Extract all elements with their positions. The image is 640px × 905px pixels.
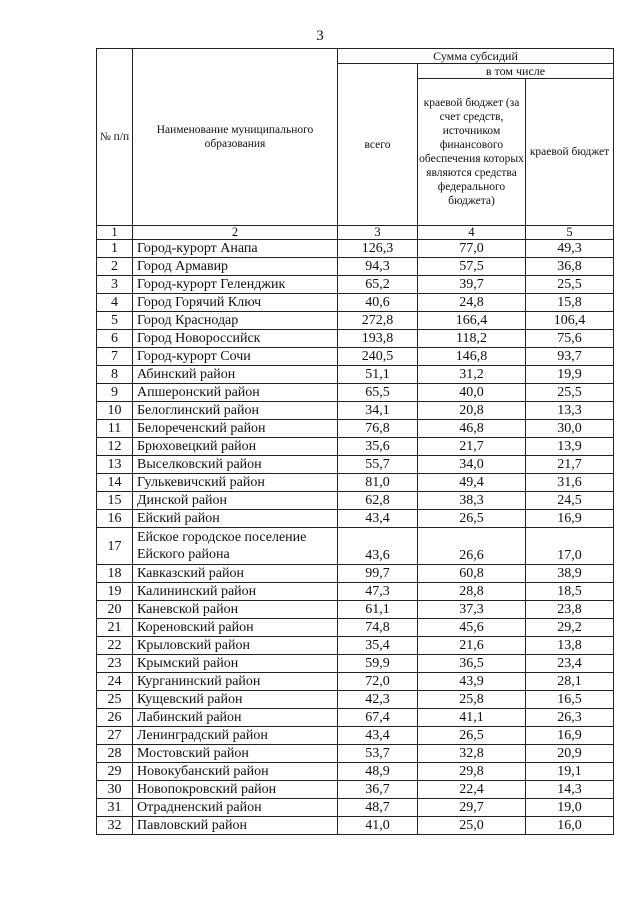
row-number: 21	[97, 619, 133, 637]
row-number: 27	[97, 727, 133, 745]
column-number: 5	[526, 226, 614, 240]
municipality-name: Город Краснодар	[133, 312, 338, 330]
municipality-name: Мостовский район	[133, 745, 338, 763]
table-row	[97, 817, 614, 835]
federal-amount: 21,6	[418, 637, 526, 655]
page-number: 3	[316, 28, 324, 44]
federal-amount: 26,6	[418, 528, 526, 565]
total-amount: 36,7	[338, 781, 418, 799]
table-row	[97, 619, 614, 637]
table-row	[97, 763, 614, 781]
regional-amount: 19,1	[526, 763, 614, 781]
municipality-name: Кореновский район	[133, 619, 338, 637]
row-number: 8	[97, 366, 133, 384]
table-row	[97, 799, 614, 817]
federal-amount: 43,9	[418, 673, 526, 691]
regional-amount: 75,6	[526, 330, 614, 348]
municipality-name: Город-курорт Анапа	[133, 240, 338, 258]
municipality-name: Выселковский район	[133, 456, 338, 474]
header-sum-title: Сумма субсидий	[338, 49, 614, 64]
row-number: 30	[97, 781, 133, 799]
total-amount: 43,4	[338, 727, 418, 745]
municipality-name: Новокубанский район	[133, 763, 338, 781]
table-row	[97, 366, 614, 384]
federal-amount: 40,0	[418, 384, 526, 402]
regional-amount: 23,8	[526, 601, 614, 619]
total-amount: 55,7	[338, 456, 418, 474]
federal-amount: 31,2	[418, 366, 526, 384]
row-number: 9	[97, 384, 133, 402]
regional-amount: 19,0	[526, 799, 614, 817]
regional-amount: 15,8	[526, 294, 614, 312]
header-col-total: всего	[338, 64, 418, 226]
total-amount: 74,8	[338, 619, 418, 637]
total-amount: 47,3	[338, 583, 418, 601]
row-number: 16	[97, 510, 133, 528]
total-amount: 34,1	[338, 402, 418, 420]
federal-amount: 26,5	[418, 510, 526, 528]
total-amount: 193,8	[338, 330, 418, 348]
regional-amount: 18,5	[526, 583, 614, 601]
total-amount: 59,9	[338, 655, 418, 673]
table-row	[97, 727, 614, 745]
row-number: 24	[97, 673, 133, 691]
table-row	[97, 565, 614, 583]
regional-amount: 30,0	[526, 420, 614, 438]
total-amount: 53,7	[338, 745, 418, 763]
row-number: 13	[97, 456, 133, 474]
federal-amount: 20,8	[418, 402, 526, 420]
federal-amount: 60,8	[418, 565, 526, 583]
federal-amount: 22,4	[418, 781, 526, 799]
federal-amount: 28,8	[418, 583, 526, 601]
row-number: 20	[97, 601, 133, 619]
municipality-name: Калининский район	[133, 583, 338, 601]
table-row	[97, 348, 614, 366]
total-amount: 99,7	[338, 565, 418, 583]
federal-amount: 26,5	[418, 727, 526, 745]
table-row	[97, 420, 614, 438]
regional-amount: 13,3	[526, 402, 614, 420]
row-number: 15	[97, 492, 133, 510]
table-row	[97, 330, 614, 348]
row-number: 2	[97, 258, 133, 276]
municipality-name: Белоглинский район	[133, 402, 338, 420]
row-number: 14	[97, 474, 133, 492]
total-amount: 43,6	[338, 528, 418, 565]
table-row	[97, 673, 614, 691]
municipality-name: Город Горячий Ключ	[133, 294, 338, 312]
federal-amount: 77,0	[418, 240, 526, 258]
column-number: 1	[97, 226, 133, 240]
table-row	[97, 745, 614, 763]
row-number: 26	[97, 709, 133, 727]
table-row	[97, 384, 614, 402]
regional-amount: 16,0	[526, 817, 614, 835]
municipality-name: Крымский район	[133, 655, 338, 673]
table-row	[97, 402, 614, 420]
municipality-name: Павловский район	[133, 817, 338, 835]
regional-amount: 38,9	[526, 565, 614, 583]
header-col-name: Наименование муниципального образования	[133, 49, 338, 226]
federal-amount: 29,8	[418, 763, 526, 781]
total-amount: 35,6	[338, 438, 418, 456]
header-including: в том числе	[418, 64, 614, 79]
regional-amount: 31,6	[526, 474, 614, 492]
municipality-name: Гулькевичский район	[133, 474, 338, 492]
municipality-name: Апшеронский район	[133, 384, 338, 402]
municipality-name: Город Новороссийск	[133, 330, 338, 348]
municipality-name: Брюховецкий район	[133, 438, 338, 456]
municipality-name: Ейское городское поселение Ейского района	[133, 528, 338, 565]
table-row	[97, 709, 614, 727]
table-row	[97, 240, 614, 258]
regional-amount: 25,5	[526, 276, 614, 294]
federal-amount: 46,8	[418, 420, 526, 438]
row-number: 31	[97, 799, 133, 817]
regional-amount: 16,5	[526, 691, 614, 709]
municipality-name: Лабинский район	[133, 709, 338, 727]
total-amount: 67,4	[338, 709, 418, 727]
total-amount: 65,5	[338, 384, 418, 402]
regional-amount: 14,3	[526, 781, 614, 799]
row-number: 5	[97, 312, 133, 330]
row-number: 1	[97, 240, 133, 258]
municipality-name: Город Армавир	[133, 258, 338, 276]
table-row	[97, 510, 614, 528]
municipality-name: Новопокровский район	[133, 781, 338, 799]
row-number: 12	[97, 438, 133, 456]
row-number: 7	[97, 348, 133, 366]
total-amount: 62,8	[338, 492, 418, 510]
row-number: 22	[97, 637, 133, 655]
municipality-name: Ейский район	[133, 510, 338, 528]
municipality-name: Кавказский район	[133, 565, 338, 583]
federal-amount: 39,7	[418, 276, 526, 294]
municipality-name: Курганинский район	[133, 673, 338, 691]
total-amount: 72,0	[338, 673, 418, 691]
regional-amount: 29,2	[526, 619, 614, 637]
column-number: 4	[418, 226, 526, 240]
total-amount: 272,8	[338, 312, 418, 330]
table-row	[97, 528, 614, 565]
row-number: 23	[97, 655, 133, 673]
total-amount: 65,2	[338, 276, 418, 294]
regional-amount: 93,7	[526, 348, 614, 366]
row-number: 11	[97, 420, 133, 438]
federal-amount: 166,4	[418, 312, 526, 330]
column-numbers-row	[97, 226, 614, 240]
row-number: 18	[97, 565, 133, 583]
total-amount: 51,1	[338, 366, 418, 384]
municipality-name: Абинский район	[133, 366, 338, 384]
header-col-number: № п/п	[97, 49, 133, 226]
table-row	[97, 492, 614, 510]
federal-amount: 49,4	[418, 474, 526, 492]
total-amount: 48,9	[338, 763, 418, 781]
regional-amount: 23,4	[526, 655, 614, 673]
federal-amount: 24,8	[418, 294, 526, 312]
table-row	[97, 258, 614, 276]
municipality-name: Ленинградский район	[133, 727, 338, 745]
municipality-name: Город-курорт Сочи	[133, 348, 338, 366]
header-col-federal: краевой бюджет (за счет средств, источником финансового обеспечения которых являются средства федерального бюджета)	[418, 79, 526, 226]
row-number: 17	[97, 528, 133, 565]
regional-amount: 17,0	[526, 528, 614, 565]
federal-amount: 25,8	[418, 691, 526, 709]
subsidy-table	[96, 48, 614, 835]
row-number: 29	[97, 763, 133, 781]
municipality-name: Каневской район	[133, 601, 338, 619]
row-number: 3	[97, 276, 133, 294]
total-amount: 76,8	[338, 420, 418, 438]
header-col-regional: краевой бюджет	[526, 79, 614, 226]
table-row	[97, 601, 614, 619]
column-number: 3	[338, 226, 418, 240]
table-row	[97, 637, 614, 655]
total-amount: 48,7	[338, 799, 418, 817]
total-amount: 94,3	[338, 258, 418, 276]
regional-amount: 20,9	[526, 745, 614, 763]
row-number: 28	[97, 745, 133, 763]
total-amount: 42,3	[338, 691, 418, 709]
row-number: 6	[97, 330, 133, 348]
table-row	[97, 474, 614, 492]
municipality-name: Отрадненский район	[133, 799, 338, 817]
regional-amount: 13,8	[526, 637, 614, 655]
regional-amount: 13,9	[526, 438, 614, 456]
total-amount: 240,5	[338, 348, 418, 366]
table-row	[97, 294, 614, 312]
federal-amount: 34,0	[418, 456, 526, 474]
federal-amount: 32,8	[418, 745, 526, 763]
table-row	[97, 583, 614, 601]
regional-amount: 19,9	[526, 366, 614, 384]
federal-amount: 41,1	[418, 709, 526, 727]
federal-amount: 36,5	[418, 655, 526, 673]
total-amount: 126,3	[338, 240, 418, 258]
regional-amount: 26,3	[526, 709, 614, 727]
total-amount: 43,4	[338, 510, 418, 528]
municipality-name: Крыловский район	[133, 637, 338, 655]
regional-amount: 16,9	[526, 510, 614, 528]
table-row	[97, 781, 614, 799]
federal-amount: 118,2	[418, 330, 526, 348]
federal-amount: 45,6	[418, 619, 526, 637]
table-row	[97, 276, 614, 294]
total-amount: 61,1	[338, 601, 418, 619]
total-amount: 35,4	[338, 637, 418, 655]
column-number: 2	[133, 226, 338, 240]
municipality-name: Динской район	[133, 492, 338, 510]
regional-amount: 25,5	[526, 384, 614, 402]
federal-amount: 38,3	[418, 492, 526, 510]
regional-amount: 49,3	[526, 240, 614, 258]
table-row	[97, 655, 614, 673]
regional-amount: 28,1	[526, 673, 614, 691]
table-row	[97, 456, 614, 474]
federal-amount: 37,3	[418, 601, 526, 619]
row-number: 10	[97, 402, 133, 420]
row-number: 19	[97, 583, 133, 601]
regional-amount: 21,7	[526, 456, 614, 474]
table-row	[97, 312, 614, 330]
row-number: 32	[97, 817, 133, 835]
federal-amount: 25,0	[418, 817, 526, 835]
regional-amount: 16,9	[526, 727, 614, 745]
municipality-name: Белореченский район	[133, 420, 338, 438]
regional-amount: 106,4	[526, 312, 614, 330]
table-row	[97, 691, 614, 709]
federal-amount: 57,5	[418, 258, 526, 276]
total-amount: 41,0	[338, 817, 418, 835]
municipality-name: Город-курорт Геленджик	[133, 276, 338, 294]
total-amount: 40,6	[338, 294, 418, 312]
municipality-name: Кущевский район	[133, 691, 338, 709]
total-amount: 81,0	[338, 474, 418, 492]
federal-amount: 29,7	[418, 799, 526, 817]
regional-amount: 36,8	[526, 258, 614, 276]
row-number: 25	[97, 691, 133, 709]
federal-amount: 21,7	[418, 438, 526, 456]
federal-amount: 146,8	[418, 348, 526, 366]
regional-amount: 24,5	[526, 492, 614, 510]
row-number: 4	[97, 294, 133, 312]
table-row	[97, 438, 614, 456]
